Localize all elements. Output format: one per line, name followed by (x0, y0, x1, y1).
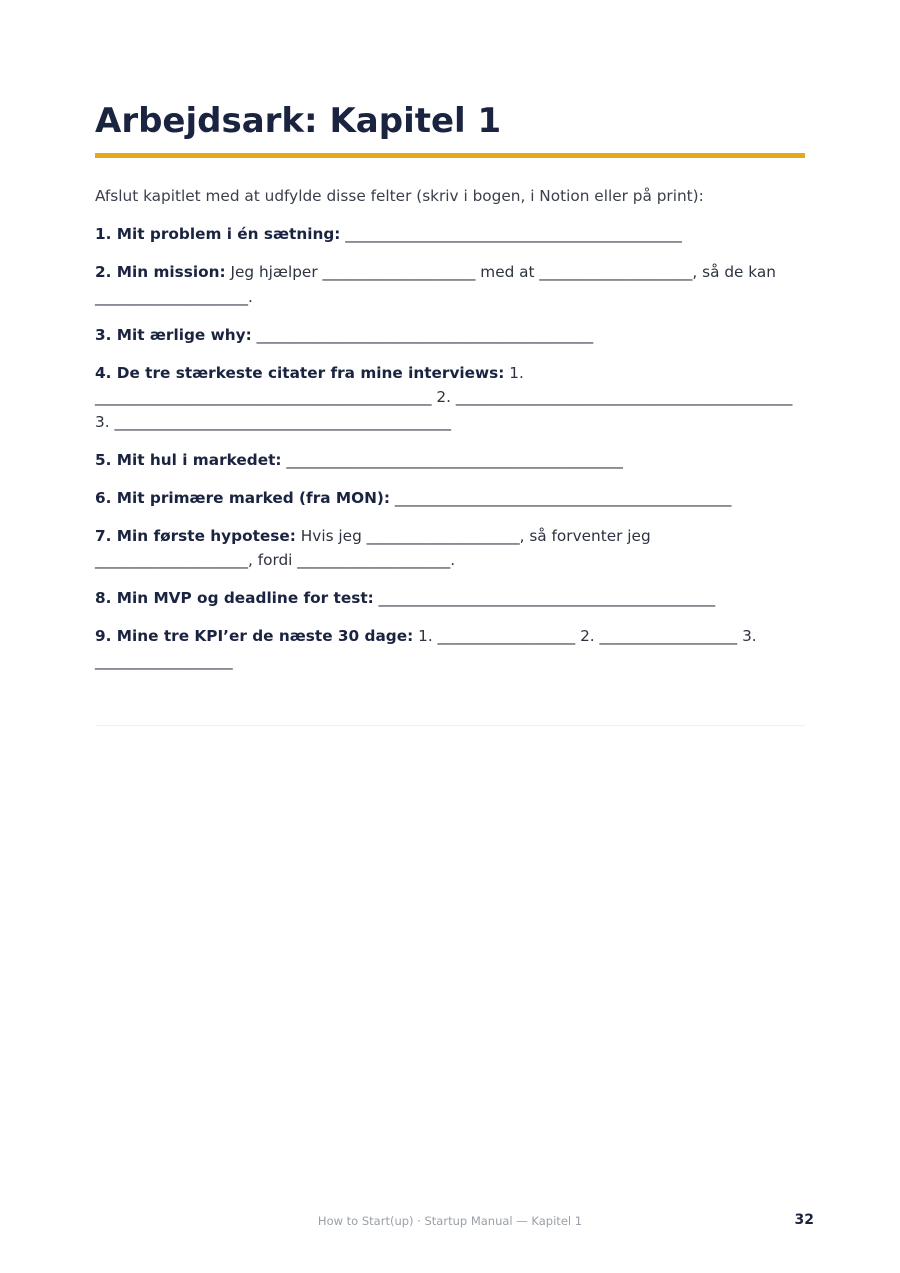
item-fill-in: Hvis jeg ____________________, så forventer jeg ____________________, fordi ____________________. (95, 526, 651, 569)
item-fill-in: 1. ____________________________________________ 2. ____________________________________________ 3. ____________________________________________ (95, 363, 793, 431)
item-label: 7. Min første hypotese: (95, 526, 296, 545)
item-label: 4. De tre stærkeste citater fra mine interviews: (95, 363, 505, 382)
worksheet-content (95, 184, 805, 687)
page-title: Arbejdsark: Kapitel 1 (95, 101, 502, 141)
item-fill-in: ____________________________________________ (281, 450, 623, 469)
item-fill-in: ____________________________________________ (340, 225, 682, 243)
worksheet-item-quotes (95, 361, 805, 435)
worksheet-item-mission (95, 260, 805, 309)
worksheet-item-market-gap (95, 448, 805, 473)
page-number: 32 (794, 1212, 814, 1228)
worksheet-item-kpis (95, 624, 805, 673)
footer-text: How to Start(up) · Startup Manual — Kapitel 1 (317, 1214, 583, 1228)
worksheet-item-why (95, 323, 805, 348)
worksheet-item-problem (95, 222, 805, 247)
item-label: 8. Min MVP og deadline for test: (95, 589, 374, 607)
intro-text: Afslut kapitlet med at udfylde disse felter (skriv i bogen, i Notion eller på print): (95, 187, 704, 205)
item-fill-in: ____________________________________________ (390, 488, 732, 507)
worksheet-item-hypothesis (95, 524, 805, 573)
item-label: 2. Min mission: (95, 263, 226, 281)
title-underline (95, 153, 805, 158)
item-fill-in: ____________________________________________ (373, 589, 716, 607)
worksheet-item-mvp (95, 586, 805, 611)
item-label: 5. Mit hul i markedet: (95, 450, 282, 469)
item-label: 9. Mine tre KPI’er de næste 30 dage: (95, 627, 414, 645)
item-fill-in: ____________________________________________ (251, 325, 594, 344)
item-label: 3. Mit ærlige why: (95, 325, 252, 344)
section-divider (95, 725, 805, 726)
item-label: 1. Mit problem i én sætning: (95, 225, 341, 243)
item-fill-in: Jeg hjælper ____________________ med at ____________________, så de kan ____________________. (95, 263, 776, 306)
item-label: 6. Mit primære marked (fra MON): (95, 488, 391, 507)
item-fill-in: 1. __________________ 2. __________________ 3. __________________ (95, 627, 757, 670)
worksheet-item-primary-market (95, 486, 805, 511)
